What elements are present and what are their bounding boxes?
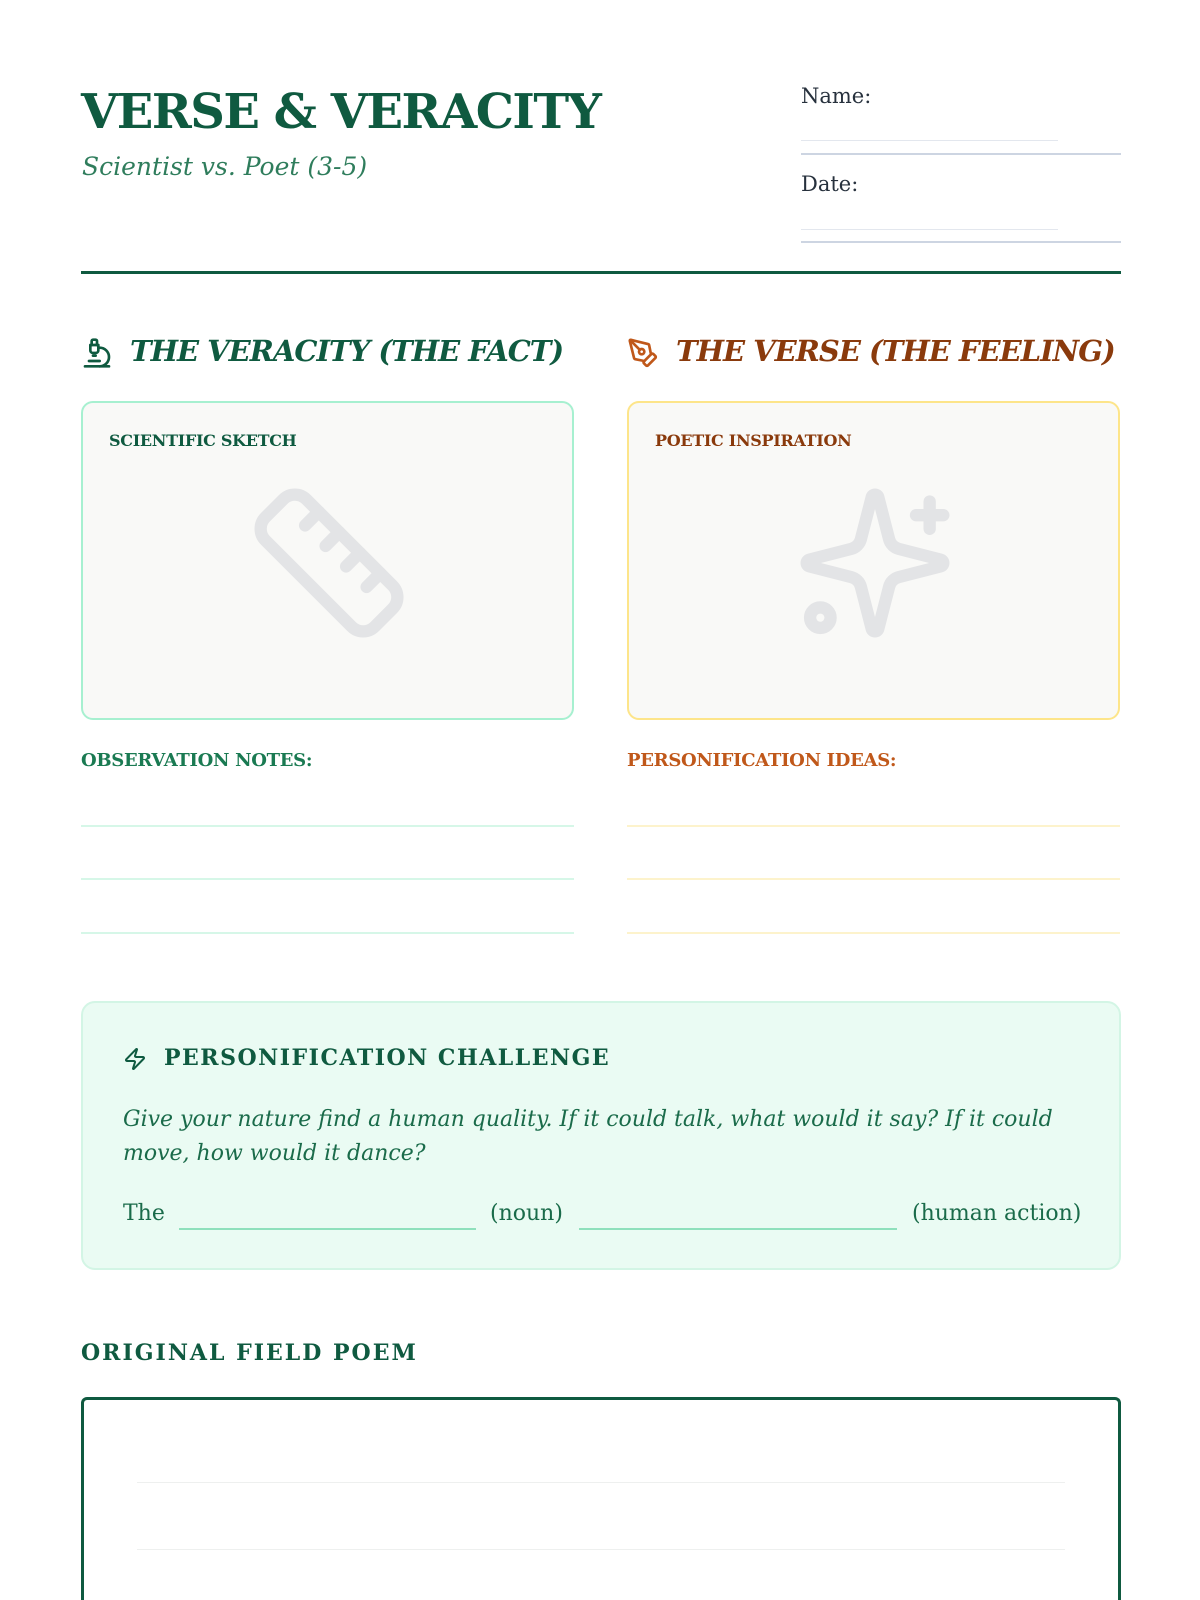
observation-notes-label: OBSERVATION NOTES:	[81, 750, 313, 771]
verse-heading-text: THE VERSE (THE FEELING)	[676, 334, 1115, 368]
sparkles-icon	[793, 481, 957, 645]
date-underline	[801, 241, 1121, 243]
noun-blank[interactable]	[179, 1228, 476, 1230]
observation-notes-line[interactable]	[81, 932, 574, 934]
name-label: Name:	[801, 84, 872, 108]
personification-ideas-line[interactable]	[627, 932, 1120, 934]
poem-writing-area[interactable]	[81, 1397, 1121, 1600]
poetic-inspiration-area[interactable]	[627, 401, 1120, 720]
scientific-sketch-area[interactable]	[81, 401, 574, 720]
ruler-icon	[247, 481, 411, 645]
date-field[interactable]	[801, 229, 1058, 230]
personification-ideas-label: PERSONIFICATION IDEAS:	[627, 750, 897, 771]
name-field[interactable]	[801, 140, 1058, 141]
name-underline	[801, 153, 1121, 155]
original-field-poem-label: ORIGINAL FIELD POEM	[81, 1340, 418, 1366]
microscope-icon	[81, 337, 113, 369]
poetic-inspiration-label: POETIC INSPIRATION	[655, 431, 852, 450]
poem-line	[137, 1549, 1065, 1550]
word-the: The	[123, 1201, 165, 1226]
observation-notes-line[interactable]	[81, 825, 574, 827]
poem-line	[137, 1482, 1065, 1483]
personification-ideas-line[interactable]	[627, 825, 1120, 827]
worksheet-title: VERSE & VERACITY	[81, 84, 601, 140]
veracity-heading-text: THE VERACITY (THE FACT)	[130, 334, 564, 368]
observation-notes-line[interactable]	[81, 878, 574, 880]
lightning-icon	[123, 1047, 147, 1071]
word-action: (human action)	[912, 1201, 1082, 1226]
worksheet-header	[81, 0, 1121, 274]
date-label: Date:	[801, 172, 859, 196]
challenge-title-text: PERSONIFICATION CHALLENGE	[164, 1045, 611, 1071]
scientific-sketch-label: SCIENTIFIC SKETCH	[109, 431, 297, 450]
personification-ideas-line[interactable]	[627, 878, 1120, 880]
personification-challenge-panel	[81, 1001, 1121, 1270]
pen-tool-icon	[627, 337, 659, 369]
challenge-prompt: Give your nature find a human quality. If it could talk, what would it say? If it could move, how would it dance?	[123, 1107, 1053, 1166]
worksheet-subtitle: Scientist vs. Poet (3-5)	[82, 152, 368, 181]
challenge-sentence	[123, 1201, 1083, 1231]
action-blank[interactable]	[579, 1228, 897, 1230]
word-noun: (noun)	[490, 1201, 563, 1226]
